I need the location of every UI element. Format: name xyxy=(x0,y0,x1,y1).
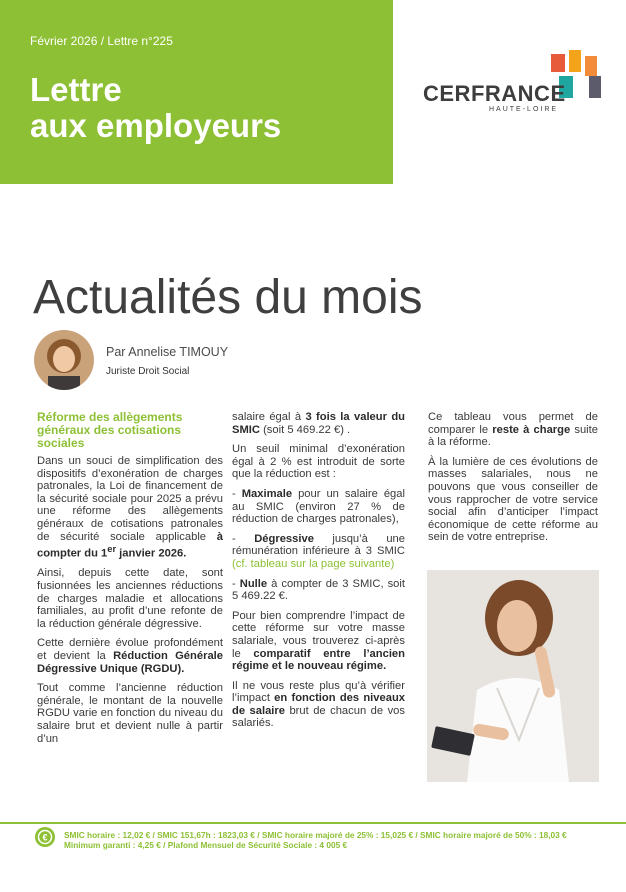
col2-paragraph-1: salaire égal à 3 fois la valeur du SMIC (soit 5 469.22 €) . xyxy=(232,411,406,436)
header-band xyxy=(0,0,393,184)
cerfrance-logo xyxy=(423,46,603,116)
footer-rates xyxy=(64,830,567,850)
col1-paragraph-4: Tout comme l’ancienne réduction générale, le montant de la nouvelle RGDU varie en fonction du niveau du salaire brut et devient nulle à partir d’un xyxy=(37,682,223,745)
logo-subtitle: HAUTE-LOIRE xyxy=(489,106,559,113)
col1-paragraph-1: Dans un souci de simplification des dispositifs d’exonération de charges patronales, la Loi de financement de la sécurité sociale pour 2025 a prévu une réforme des allègements généraux de cotisations patronales de sécurité sociale applicable à compter du 1er janvier 2026. xyxy=(37,455,223,560)
page-headline: Actualités du mois xyxy=(33,271,423,324)
newsletter-title xyxy=(30,72,281,144)
author-role: Juriste Droit Social xyxy=(106,366,190,377)
col2-paragraph-7: Il ne vous reste plus qu’à vérifier l’impact en fonction des niveaux de salaire brut de chacun de vos salariés. xyxy=(232,679,405,730)
euro-coin-icon xyxy=(34,826,56,848)
svg-text:€: € xyxy=(42,832,48,843)
column-3 xyxy=(428,411,598,551)
footer-line-1: SMIC horaire : 12,02 € / SMIC 151,67h : 1823,03 € / SMIC horaire majoré de 25% : 15,025 € / SMIC horaire majoré de 50% : 18,03 € xyxy=(64,830,567,840)
col3-paragraph-1: Ce tableau vous permet de comparer le reste à charge suite à la réforme. xyxy=(428,411,598,449)
footer-divider xyxy=(0,822,626,824)
column-2 xyxy=(232,411,405,737)
col3-paragraph-2: À la lumière de ces évolutions de masses salariales, nous ne pouvons que vous conseiller de vous rapprocher de votre service social afin d’anticiper l’impact économique de cette réforme au sein de votre entreprise. xyxy=(428,455,598,544)
col2-bullet-nulle: - Nulle à compter de 3 SMIC, soit 5 469.22 €. xyxy=(232,577,405,603)
logo-wordmark: CERFRANCE xyxy=(423,81,566,106)
thinking-woman-photo xyxy=(427,570,599,782)
author-avatar xyxy=(34,330,94,390)
edition-label: Février 2026 / Lettre n°225 xyxy=(30,34,173,48)
col1-paragraph-2: Ainsi, depuis cette date, sont fusionnées les anciennes réductions de charges maladie et allocations familiales, au profit d’une refonte de la réduction générale dégressive. xyxy=(37,567,223,630)
col2-bullet-degressive: - Dégressive jusqu’à une rémunération inférieure à 3 SMIC (cf. tableau sur la page suivante) xyxy=(232,532,405,570)
col2-paragraph-2: Un seuil minimal d’exonération égal à 2 % est introduit de sorte que la réduction est : xyxy=(232,443,405,481)
author-name: Par Annelise TIMOUY xyxy=(106,345,229,359)
col2-paragraph-6: Pour bien comprendre l’impact de cette réforme sur votre masse salariale, vous trouverez ci-après le comparatif entre l’ancien régime et le nouveau régime. xyxy=(232,609,405,673)
table-reference-link: (cf. tableau sur la page suivante) xyxy=(232,557,395,570)
column-1 xyxy=(37,411,223,752)
section-title: Réforme des allègements généraux des cotisations sociales xyxy=(37,410,183,450)
col2-bullet-maximale: - Maximale pour un salaire égal au SMIC (environ 27 % de réduction de charges patronales), xyxy=(232,487,405,526)
title-line-1: Lettre xyxy=(30,71,122,108)
col1-paragraph-3: Cette dernière évolue profondément et devient la Réduction Générale Dégressive Unique (RGDU). xyxy=(37,637,223,675)
title-line-2: aux employeurs xyxy=(30,107,282,144)
footer-line-2: Minimum garanti : 4,25 € / Plafond Mensuel de Sécurité Sociale : 4 005 € xyxy=(64,840,348,850)
